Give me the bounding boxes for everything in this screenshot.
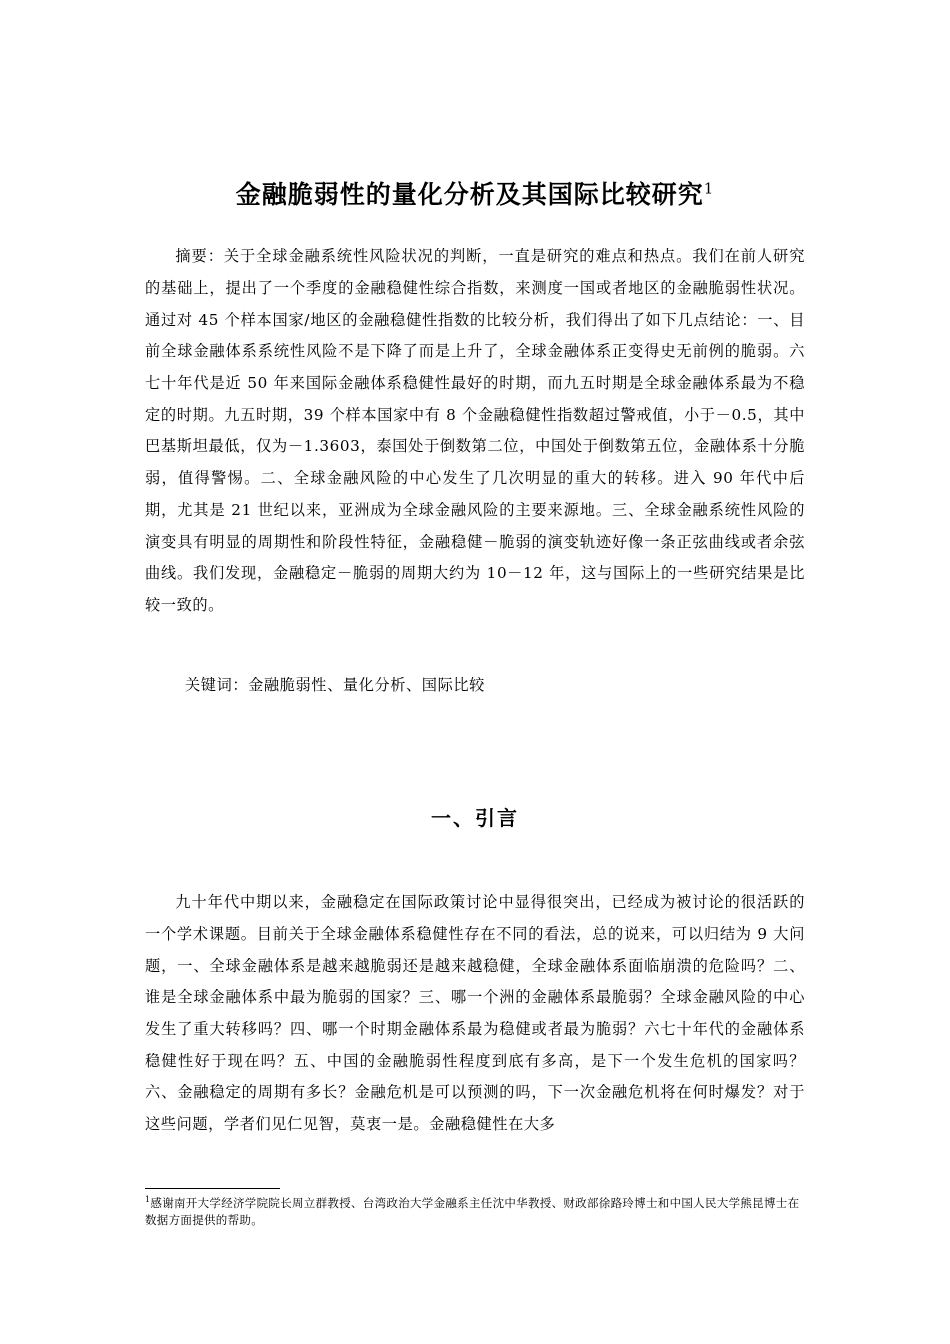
paper-title (0, 175, 950, 215)
title-footnote-marker[interactable]: 1 (703, 179, 715, 198)
paper-title-text: 金融脆弱性的量化分析及其国际比较研究 (235, 179, 704, 209)
footnote-divider (145, 1188, 280, 1189)
keywords-line: 关键词：金融脆弱性、量化分析、国际比较 (185, 676, 485, 694)
footnote (145, 1195, 810, 1229)
abstract-paragraph: 摘要：关于全球金融系统性风险状况的判断，一直是研究的难点和热点。我们在前人研究的基础上，提出了一个季度的金融稳健性综合指数，来测度一国或者地区的金融脆弱性状况。通过对 45 个样本国家/地区的金融稳健性指数的比较分析，我们得出了如下几点结论：一、目前全球金融体系系统性风险不是下降了而是上升了，全球金融体系正变得史无前例的脆弱。六七十年代是近 50 年来国际金融体系稳健性最好的时期，而九五时期是全球金融体系最为不稳定的时期。九五时期，39 个样本国家中有 8 个金融稳健性指数超过警戒值，小于－0.5，其中巴基斯坦最低，仅为－1.3603，泰国处于倒数第二位，中国处于倒数第五位，金融体系十分脆弱，值得警惕。二、全球金融风险的中心发生了几次明显的重大的转移。进入 90 年代中后期，尤其是 21 世纪以来，亚洲成为全球金融风险的主要来源地。三、全球金融系统性风险的演变具有明显的周期性和阶段性特征，金融稳健－脆弱的演变轨迹好像一条正弦曲线或者余弦曲线。我们发现，金融稳定－脆弱的周期大约为 10－12 年，这与国际上的一些研究结果是比较一致的。 (145, 247, 805, 614)
footnote-text: 感谢南开大学经济学院院长周立群教授、台湾政治大学金融系主任沈中华教授、财政部徐路玲博士和中国人民大学熊昆博士在数据方面提供的帮助。 (145, 1196, 800, 1227)
intro-paragraph: 九十年代中期以来，金融稳定在国际政策讨论中显得很突出，已经成为被讨论的很活跃的一个学术课题。目前关于全球金融体系稳健性存在不同的看法，总的说来，可以归结为 9 大问题，一、全球金融体系是越来越脆弱还是越来越稳健，全球金融体系面临崩溃的危险吗？二、谁是全球金融体系中最为脆弱的国家？三、哪一个洲的金融体系最脆弱？全球金融风险的中心发生了重大转移吗？四、哪一个时期金融体系最为稳健或者最为脆弱？六七十年代的金融体系稳健性好于现在吗？五、中国的金融脆弱性程度到底有多高，是下一个发生危机的国家吗？六、金融稳定的周期有多长？金融危机是可以预测的吗，下一次金融危机将在何时爆发？对于这些问题，学者们见仁见智，莫衷一是。金融稳健性在大多 (145, 893, 805, 1134)
footnote-marker: 1 (145, 1195, 151, 1205)
section-heading-introduction: 一、引言 (431, 805, 519, 830)
